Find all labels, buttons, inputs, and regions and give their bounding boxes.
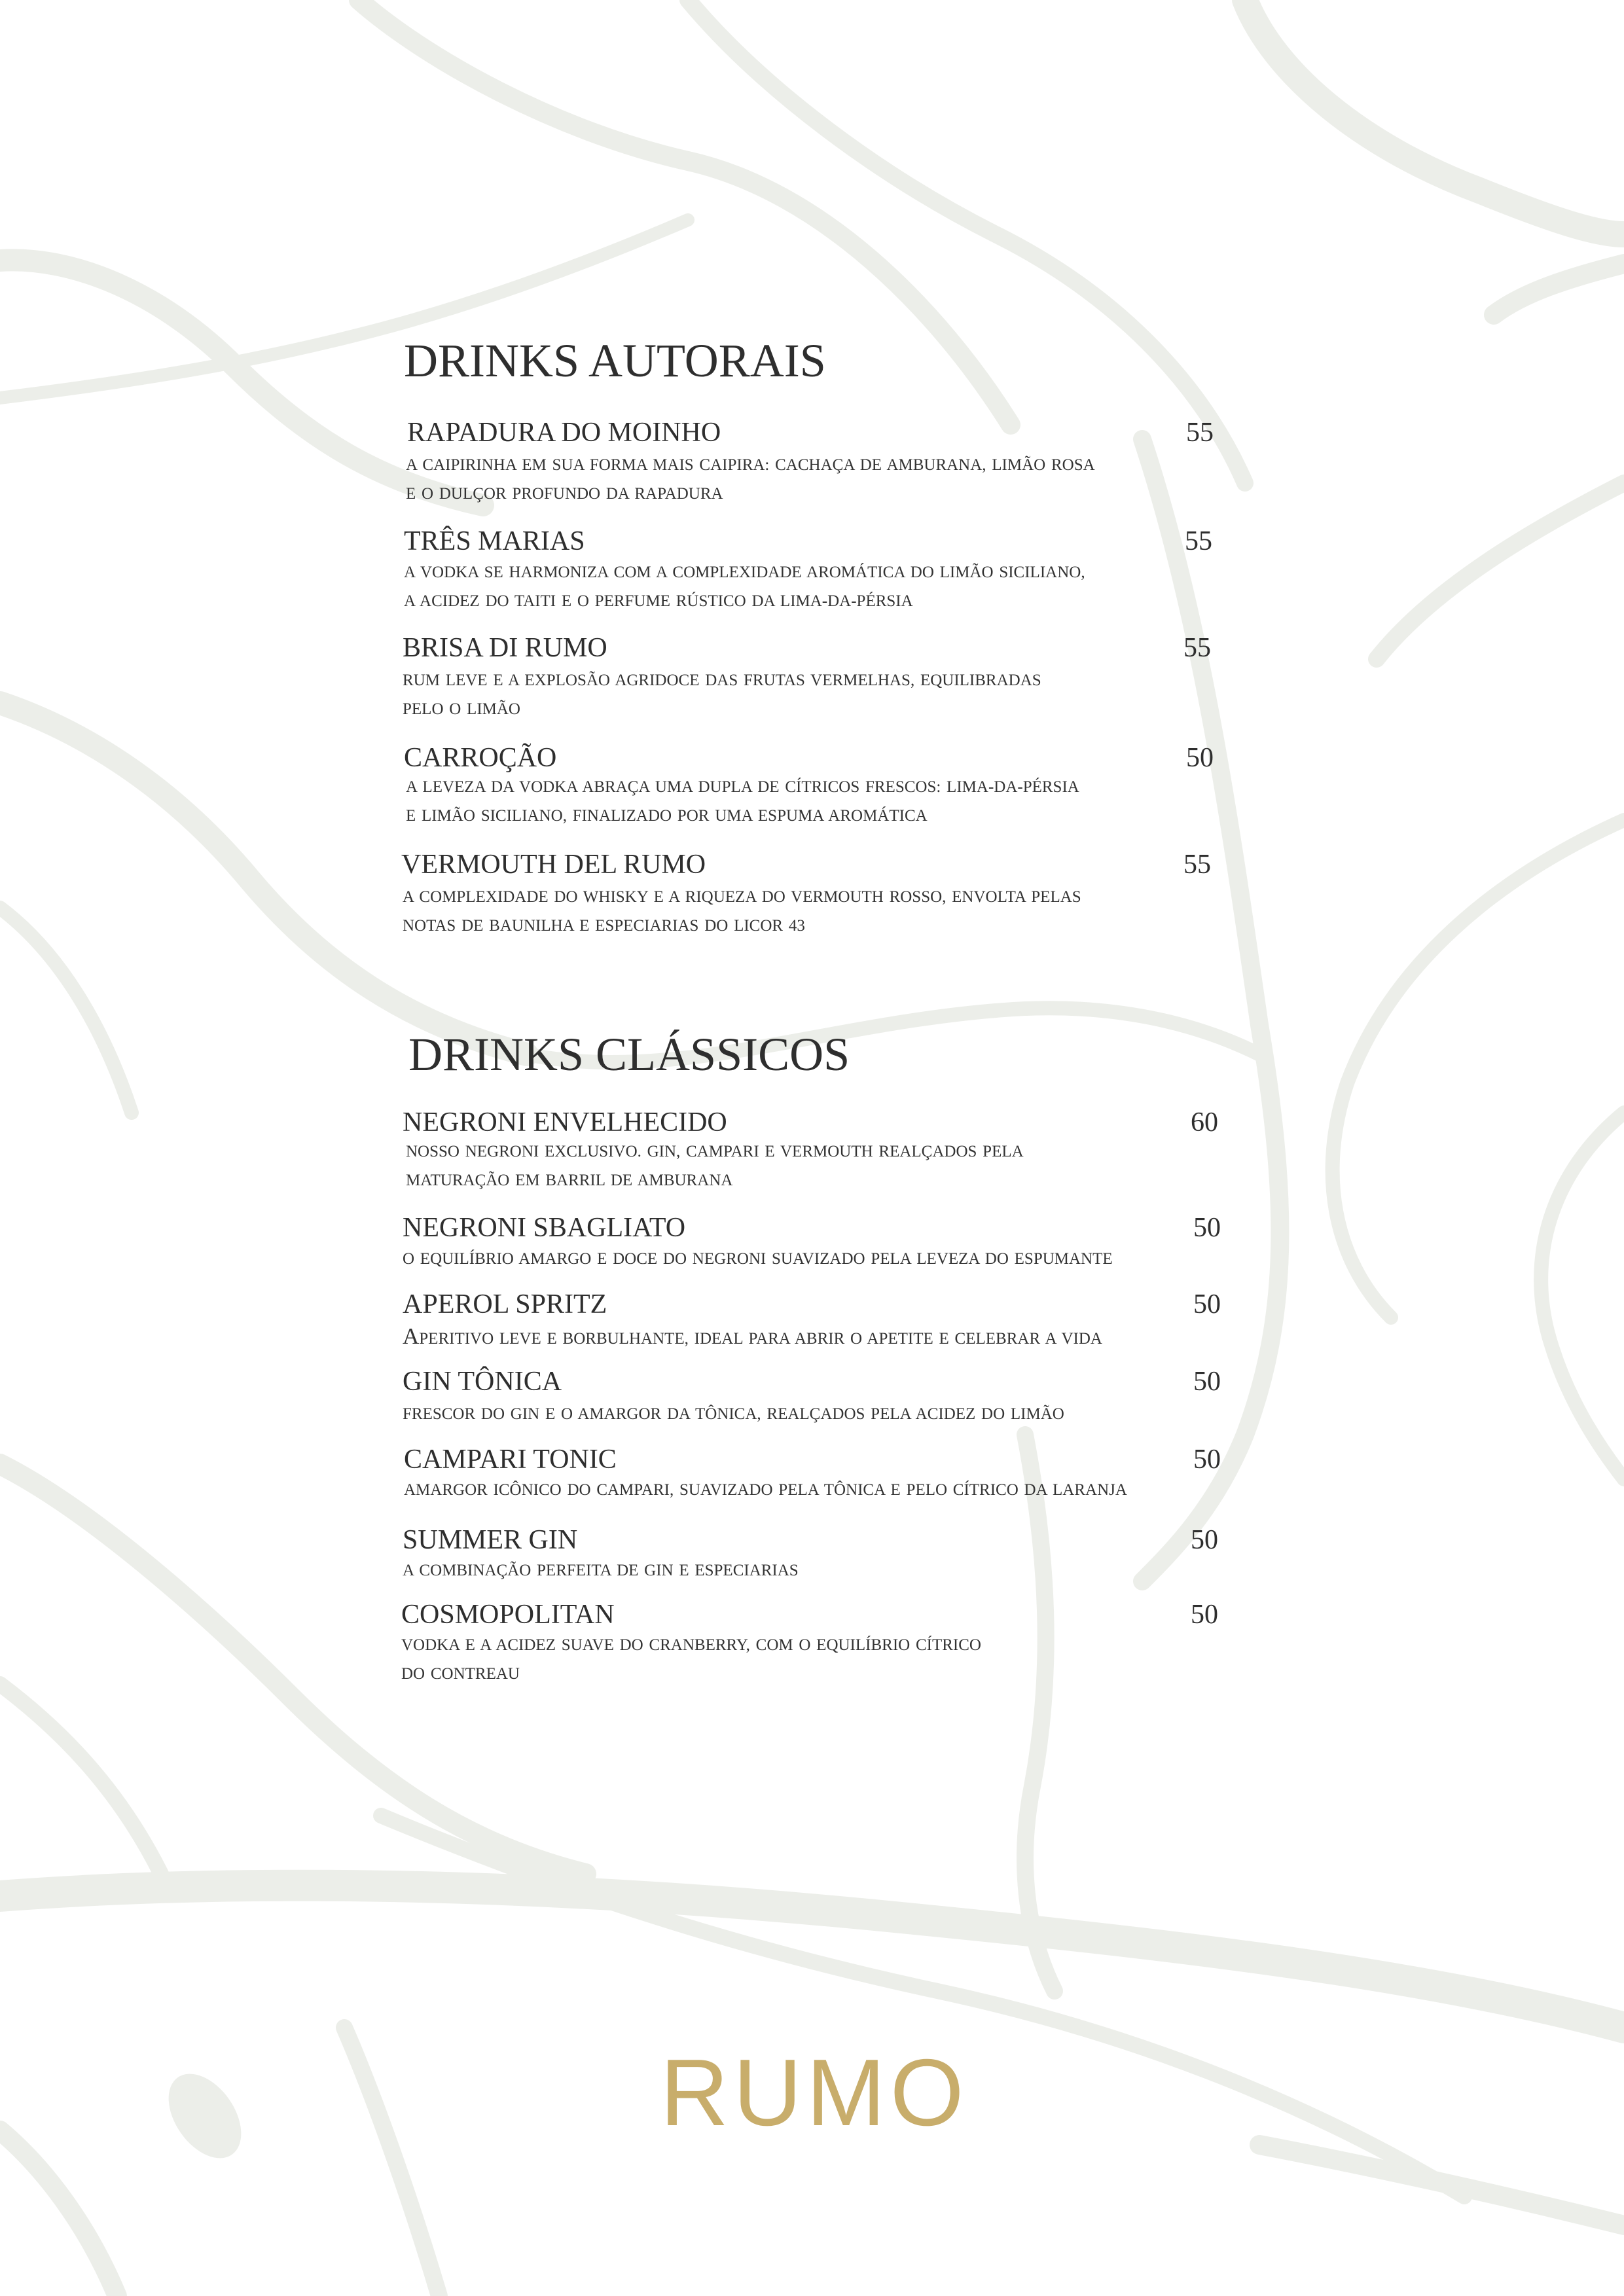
- item-description: [403, 666, 1041, 724]
- item-name: APEROL SPRITZ: [403, 1289, 607, 1319]
- description-line: A LEVEZA DA VODKA ABRAÇA UMA DUPLA DE CÍTRICOS FRESCOS: LIMA-DA-PÉRSIA: [406, 778, 1079, 796]
- description-line: AMARGOR ICÔNICO DO CAMPARI, SUAVIZADO PELA TÔNICA E PELO CÍTRICO DA LARANJA: [404, 1481, 1127, 1499]
- item-name: TRÊS MARIAS: [404, 526, 585, 556]
- brush-stroke: [0, 2130, 117, 2296]
- description-line: VODKA E A ACIDEZ SUAVE DO CRANBERRY, COM O EQUILÍBRIO CÍTRICO: [401, 1636, 981, 1654]
- brush-stroke: [1333, 820, 1624, 1318]
- item-price: 55: [1183, 633, 1211, 663]
- brush-stroke: [1245, 0, 1624, 234]
- item-price: 55: [1185, 526, 1212, 556]
- description-line: RUM LEVE E A EXPLOSÃO AGRIDOCE DAS FRUTAS VERMELHAS, EQUILIBRADAS: [403, 672, 1041, 689]
- item-price: 60: [1191, 1107, 1218, 1138]
- description-line: O EQUILÍBRIO AMARGO E DOCE DO NEGRONI SUAVIZADO PELA LEVEZA DO ESPUMANTE: [403, 1250, 1113, 1268]
- section-heading: DRINKS CLÁSSICOS: [408, 1028, 850, 1081]
- description-line: NOTAS DE BAUNILHA E ESPECIARIAS DO LICOR 43: [403, 917, 805, 935]
- item-description: [406, 451, 1095, 509]
- item-description: [403, 1322, 1102, 1354]
- description-line: NOSSO NEGRONI EXCLUSIVO. GIN, CAMPARI E VERMOUTH REALÇADOS PELA: [406, 1143, 1024, 1160]
- item-price: 50: [1193, 1367, 1221, 1397]
- item-description: [403, 1400, 1064, 1429]
- item-name: VERMOUTH DEL RUMO: [401, 850, 706, 880]
- item-price: 50: [1193, 1444, 1221, 1475]
- item-description: [406, 773, 1079, 831]
- item-description: [401, 1631, 981, 1689]
- description-line: A COMPLEXIDADE DO WHISKY E A RIQUEZA DO VERMOUTH ROSSO, ENVOLTA PELAS: [403, 888, 1081, 906]
- brush-stroke: [0, 908, 132, 1113]
- item-name: NEGRONI SBAGLIATO: [403, 1213, 686, 1243]
- item-description: [403, 1556, 799, 1585]
- brush-stroke: [1377, 483, 1624, 659]
- item-price: 50: [1193, 1213, 1221, 1243]
- description-line: FRESCOR DO GIN E O AMARGOR DA TÔNICA, REALÇADOS PELA ACIDEZ DO LIMÃO: [403, 1405, 1064, 1423]
- item-name: COSMOPOLITAN: [401, 1600, 615, 1630]
- brush-stroke: [688, 0, 1245, 483]
- rumo-logo: RUMO: [660, 2039, 969, 2145]
- description-line: A VODKA SE HARMONIZA COM A COMPLEXIDADE AROMÁTICA DO LIMÃO SICILIANO,: [404, 564, 1085, 581]
- item-name: RAPADURA DO MOINHO: [407, 418, 721, 448]
- brush-stroke: [1142, 439, 1280, 1581]
- item-description: [403, 1245, 1113, 1274]
- item-price: 50: [1191, 1600, 1218, 1630]
- description-line: E LIMÃO SICILIANO, FINALIZADO POR UMA ESPUMA AROMÁTICA: [406, 807, 928, 825]
- item-price: 55: [1186, 418, 1214, 448]
- item-description: [404, 1476, 1127, 1505]
- item-description: [404, 558, 1085, 616]
- description-line: A CAIPIRINHA EM SUA FORMA MAIS CAIPIRA: CACHAÇA DE AMBURANA, LIMÃO ROSA: [406, 456, 1095, 474]
- description-line: A COMBINAÇÃO PERFEITA DE GIN E ESPECIARIAS: [403, 1562, 799, 1579]
- description-line: A ACIDEZ DO TAITI E O PERFUME RÚSTICO DA LIMA-DA-PÉRSIA: [404, 592, 913, 610]
- item-price: 50: [1191, 1525, 1218, 1555]
- brush-stroke: [1259, 2145, 1624, 2225]
- item-name: CAMPARI TONIC: [404, 1444, 617, 1475]
- item-description: [406, 1138, 1024, 1195]
- brush-stroke: [1541, 1113, 1624, 1479]
- section-heading: DRINKS AUTORAIS: [404, 334, 826, 387]
- brush-stroke: [1025, 1435, 1055, 1991]
- item-name: SUMMER GIN: [403, 1525, 578, 1555]
- brush-stroke: [1494, 264, 1624, 315]
- item-name: CARROÇÃO: [404, 743, 557, 773]
- item-name: GIN TÔNICA: [403, 1367, 562, 1397]
- description-line: MATURAÇÃO EM BARRIL DE AMBURANA: [406, 1172, 733, 1189]
- item-name: BRISA DI RUMO: [403, 633, 607, 663]
- description-line: APERITIVO LEVE E BORBULHANTE, IDEAL PARA ABRIR O APETITE E CELEBRAR A VIDA: [403, 1323, 1102, 1349]
- item-price: 55: [1183, 850, 1211, 880]
- item-price: 50: [1193, 1289, 1221, 1319]
- item-description: [403, 883, 1081, 941]
- item-price: 50: [1186, 743, 1214, 773]
- item-name: NEGRONI ENVELHECIDO: [403, 1107, 727, 1138]
- description-line: PELO O LIMÃO: [403, 700, 520, 718]
- description-line: DO CONTREAU: [401, 1665, 520, 1683]
- brush-stroke: [0, 1684, 161, 1874]
- description-line: E O DULÇOR PROFUNDO DA RAPADURA: [406, 485, 723, 503]
